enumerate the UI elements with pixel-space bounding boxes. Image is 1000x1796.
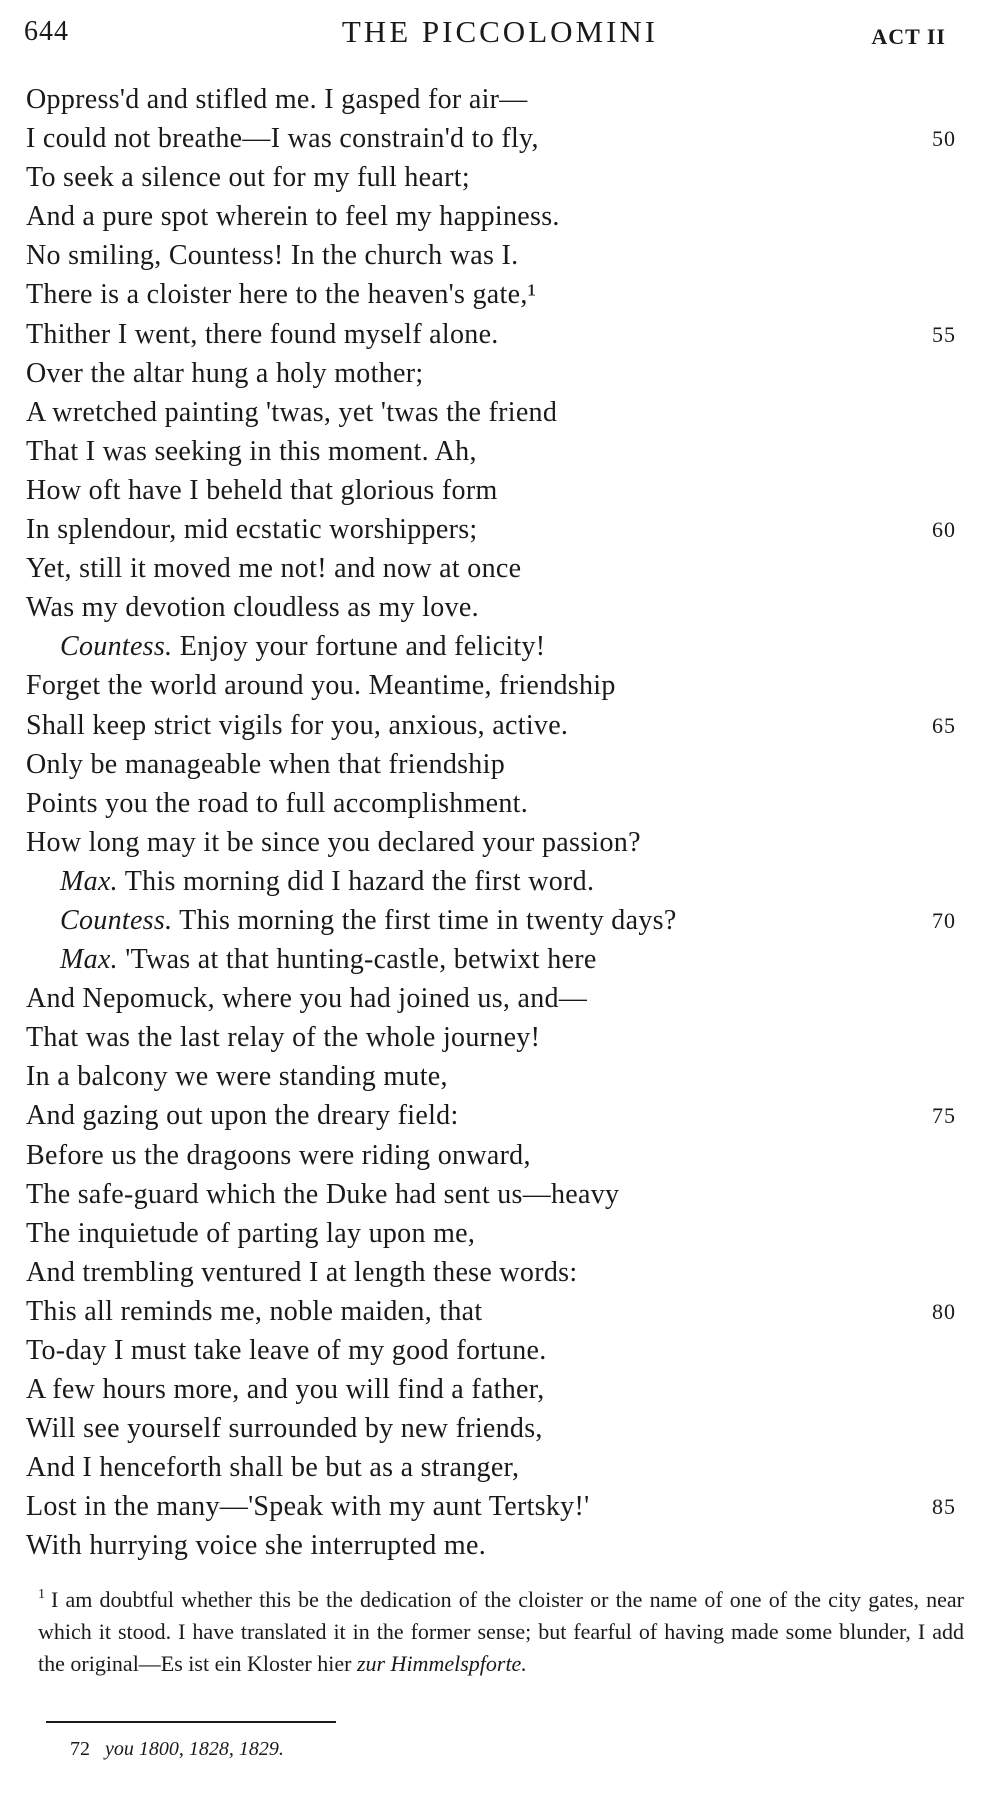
verse-line [26, 471, 966, 510]
act-label: ACT II [871, 24, 946, 49]
speaker-name: Countess. [60, 631, 173, 663]
verse-line [26, 1057, 966, 1096]
verse-text: Only be manageable when that friendship [26, 748, 505, 780]
verse-line [26, 706, 966, 745]
verse-text: This morning did I hazard the first word. [117, 865, 595, 897]
verse-text: A few hours more, and you will find a father, [26, 1374, 545, 1406]
verse-line [26, 1448, 966, 1487]
verse-line [26, 823, 966, 862]
line-number: 55 [932, 321, 956, 347]
verse-line [26, 784, 966, 823]
line-number: 85 [932, 1494, 956, 1520]
verse-text: And I henceforth shall be but as a stranger, [26, 1452, 520, 1484]
verse-text: And gazing out upon the dreary field: [26, 1100, 459, 1132]
verse-text: Enjoy your fortune and felicity! [172, 631, 546, 663]
verse-line [26, 1526, 966, 1565]
variant-reading: you 1800, 1828, 1829. [105, 1738, 284, 1760]
verse-line [26, 1370, 966, 1409]
verse-text: Oppress'd and stifled me. I gasped for air— [26, 84, 528, 115]
verse-text: This all reminds me, noble maiden, that [26, 1295, 483, 1327]
line-number: 80 [932, 1298, 956, 1324]
verse-text: 'Twas at that hunting-castle, betwixt here [117, 944, 597, 976]
textual-variant-note [70, 1738, 284, 1761]
line-number: 65 [932, 712, 956, 738]
speaker-name: Max. [60, 865, 118, 897]
footnote [38, 1584, 964, 1680]
verse-text: A wretched painting 'twas, yet 'twas the friend [26, 396, 558, 428]
verse-text: The inquietude of parting lay upon me, [26, 1217, 476, 1249]
verse-line [26, 315, 966, 354]
verse-line [26, 158, 966, 197]
speaker-name: Countess. [60, 904, 173, 936]
verse-line [26, 979, 966, 1018]
verse-line [26, 393, 966, 432]
line-number: 60 [932, 517, 956, 543]
verse-line [26, 275, 966, 314]
verse-line [26, 1253, 966, 1292]
verse-text: Lost in the many—'Speak with my aunt Tertsky!' [26, 1491, 590, 1523]
verse-line [26, 1175, 966, 1214]
verse-text: How long may it be since you declared your passion? [26, 826, 641, 858]
variant-line-number: 72 [70, 1738, 90, 1760]
verse-line [26, 549, 966, 588]
verse-line [26, 510, 966, 549]
verse-line [26, 1487, 966, 1526]
verse-line [26, 236, 966, 275]
running-header [0, 10, 1000, 60]
speaker-name: Max. [60, 944, 118, 976]
verse-line [26, 80, 966, 119]
verse-text: How oft have I beheld that glorious form [26, 474, 498, 506]
verse-line [26, 1331, 966, 1370]
verse-text: In splendour, mid ecstatic worshippers; [26, 514, 478, 546]
verse-line [26, 119, 966, 158]
footnote-original-title: zur Himmelspforte. [356, 1651, 527, 1676]
verse-text: Forget the world around you. Meantime, friendship [26, 670, 616, 702]
running-title: THE PICCOLOMINI [341, 14, 659, 49]
verse-line [26, 354, 966, 393]
verse-text: And trembling ventured I at length these words: [26, 1256, 578, 1288]
verse-text: The safe-guard which the Duke had sent us—heavy [26, 1178, 620, 1210]
verse-line [26, 1214, 966, 1253]
verse-text: Yet, still it moved me not! and now at once [26, 553, 522, 585]
verse-text: I could not breathe—I was constrain'd to fly, [26, 123, 539, 155]
verse-text: Will see yourself surrounded by new friends, [26, 1413, 543, 1445]
verse-text: Shall keep strict vigils for you, anxious, active. [26, 709, 569, 741]
verse-text: With hurrying voice she interrupted me. [26, 1530, 487, 1562]
verse-text: Over the altar hung a holy mother; [26, 357, 424, 389]
verse-text: That was the last relay of the whole journey! [26, 1022, 541, 1054]
verse-line [26, 197, 966, 236]
verse-line [26, 432, 966, 471]
verse-text: Points you the road to full accomplishment. [26, 787, 529, 819]
verse-line [26, 1292, 966, 1331]
verse-line [26, 862, 966, 901]
page-number: 644 [24, 16, 69, 47]
verse-text: In a balcony we were standing mute, [26, 1061, 448, 1093]
line-number: 75 [932, 1103, 956, 1129]
verse-text: There is a cloister here to the heaven's gate,¹ [26, 279, 537, 311]
verse-text: And a pure spot wherein to feel my happiness. [26, 201, 560, 233]
verse-line [26, 1136, 966, 1175]
verse-line [26, 745, 966, 784]
verse-text: Before us the dragoons were riding onward, [26, 1139, 531, 1171]
verse-text: This morning the first time in twenty days? [172, 904, 677, 936]
verse-line [26, 588, 966, 627]
verse-line [26, 666, 966, 705]
verse-text: That I was seeking in this moment. Ah, [26, 435, 477, 467]
verse-body [26, 80, 966, 1566]
line-number: 50 [932, 126, 956, 152]
verse-text: Thither I went, there found myself alone. [26, 318, 499, 350]
verse-text: To-day I must take leave of my good fortune. [26, 1335, 547, 1366]
verse-line [26, 901, 966, 940]
verse-text: And Nepomuck, where you had joined us, and— [26, 983, 588, 1015]
verse-line [26, 627, 966, 666]
verse-line [26, 940, 966, 979]
verse-text: To seek a silence out for my full heart; [26, 162, 470, 194]
verse-text: Was my devotion cloudless as my love. [26, 592, 479, 624]
footnote-divider [46, 1721, 336, 1723]
verse-line [26, 1018, 966, 1057]
footnote-marker: 1 [38, 1587, 45, 1602]
footnote-text: I am doubtful whether this be the dedication of the cloister or the name of one of the city gates, near which it stood. I have translated it in the former sense; but fearful of having made some blunder, I add the original—Es ist ein Kloster hier [38, 1587, 964, 1676]
verse-text: No smiling, Countess! In the church was I. [26, 240, 519, 272]
verse-line [26, 1409, 966, 1448]
verse-line [26, 1096, 966, 1135]
line-number: 70 [932, 907, 956, 933]
